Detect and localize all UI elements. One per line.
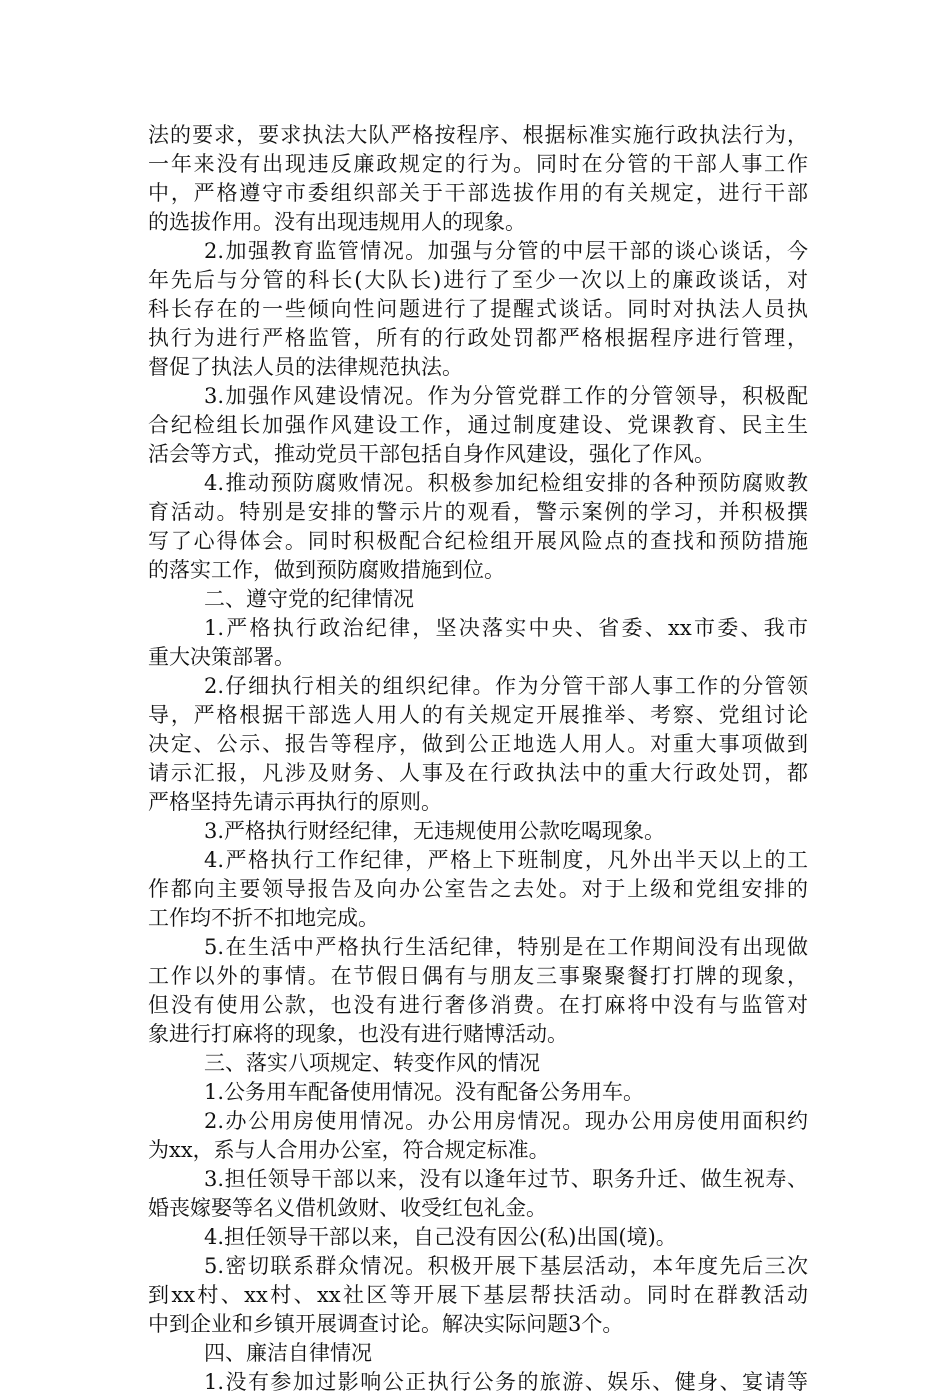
text-line: 中到企业和乡镇开展调查讨论。解决实际问题3个。 [148, 1312, 624, 1336]
text-line: 年先后与分管的科长(大队长)进行了至少一次以上的廉政谈话，对 [148, 268, 808, 292]
text-line: 1.严格执行政治纪律，坚决落实中央、省委、xx市委、我市 [204, 616, 808, 640]
text-line: 婚丧嫁娶等名义借机敛财、收受红包礼金。 [148, 1196, 547, 1220]
text-line: 3.加强作风建设情况。作为分管党群工作的分管领导，积极配 [204, 384, 808, 408]
text-line: 工作以外的事情。在节假日偶有与朋友三事聚聚餐打打牌的现象， [148, 964, 808, 988]
text-line: 决定、公示、报告等程序，做到公正地选人用人。对重大事项做到 [148, 732, 808, 756]
text-line: 重大决策部署。 [148, 645, 295, 669]
text-line: 4.推动预防腐败情况。积极参加纪检组安排的各种预防腐败教 [204, 471, 808, 495]
text-line: 一年来没有出现违反廉政规定的行为。同时在分管的干部人事工作 [148, 152, 808, 176]
text-line: 2.加强教育监管情况。加强与分管的中层干部的谈心谈话，今 [204, 239, 808, 263]
text-line: 工作均不折不扣地完成。 [148, 906, 379, 930]
text-line: 的选拔作用。没有出现违规用人的现象。 [148, 210, 526, 234]
text-line: 3.严格执行财经纪律，无违规使用公款吃喝现象。 [204, 819, 666, 843]
text-line: 到xx村、xx村、xx社区等开展下基层帮扶活动。同时在群教活动 [148, 1283, 808, 1307]
text-line: 5.在生活中严格执行生活纪律，特别是在工作期间没有出现做 [204, 935, 808, 959]
text-line: 导，严格根据干部选人用人的有关规定开展推举、考察、党组讨论 [148, 703, 808, 727]
text-line: 中，严格遵守市委组织部关于干部选拔作用的有关规定，进行干部 [148, 181, 808, 205]
text-line: 科长存在的一些倾向性问题进行了提醒式谈话。同时对执法人员执 [148, 297, 808, 321]
text-line: 的落实工作，做到预防腐败措施到位。 [148, 558, 505, 582]
document-body [148, 121, 808, 1397]
text-line: 1.没有参加过影响公正执行公务的旅游、娱乐、健身、宴请等 [204, 1370, 808, 1394]
text-line: 5.密切联系群众情况。积极开展下基层活动，本年度先后三次 [204, 1254, 808, 1278]
text-line: 4.担任领导干部以来，自己没有因公(私)出国(境)。 [204, 1225, 677, 1249]
text-line: 1.公务用车配备使用情况。没有配备公务用车。 [204, 1080, 645, 1104]
text-line: 严格坚持先请示再执行的原则。 [148, 790, 442, 814]
text-line: 3.担任领导干部以来，没有以逢年过节、职务升迁、做生祝寿、 [204, 1167, 808, 1191]
text-line: 请示汇报，凡涉及财务、人事及在行政执法中的重大行政处罚，都 [148, 761, 808, 785]
text-line: 合纪检组长加强作风建设工作，通过制度建设、党课教育、民主生 [148, 413, 808, 437]
text-line: 育活动。特别是安排的警示片的观看，警示案例的学习，并积极撰 [148, 500, 808, 524]
text-line: 4.严格执行工作纪律，严格上下班制度，凡外出半天以上的工 [204, 848, 808, 872]
text-line: 写了心得体会。同时积极配合纪检组开展风险点的查找和预防措施 [148, 529, 808, 553]
text-line: 法的要求，要求执法大队严格按程序、根据标准实施行政执法行为， [148, 123, 808, 147]
text-line: 三、落实八项规定、转变作风的情况 [204, 1051, 540, 1075]
text-line: 作都向主要领导报告及向办公室告之去处。对于上级和党组安排的 [148, 877, 808, 901]
text-line: 2.办公用房使用情况。办公用房情况。现办公用房使用面积约 [204, 1109, 808, 1133]
text-line: 二、遵守党的纪律情况 [204, 587, 414, 611]
text-line: 为xx，系与人合用办公室，符合规定标准。 [148, 1138, 550, 1162]
text-line: 督促了执法人员的法律规范执法。 [148, 355, 463, 379]
text-line: 2.仔细执行相关的组织纪律。作为分管干部人事工作的分管领 [204, 674, 808, 698]
text-line: 执行为进行严格监管，所有的行政处罚都严格根据程序进行管理， [148, 326, 808, 350]
text-line: 象进行打麻将的现象，也没有进行赌博活动。 [148, 1022, 568, 1046]
text-line: 活会等方式，推动党员干部包括自身作风建设，强化了作风。 [148, 442, 715, 466]
text-line: 但没有使用公款，也没有进行奢侈消费。在打麻将中没有与监管对 [148, 993, 808, 1017]
text-line: 四、廉洁自律情况 [204, 1341, 372, 1365]
